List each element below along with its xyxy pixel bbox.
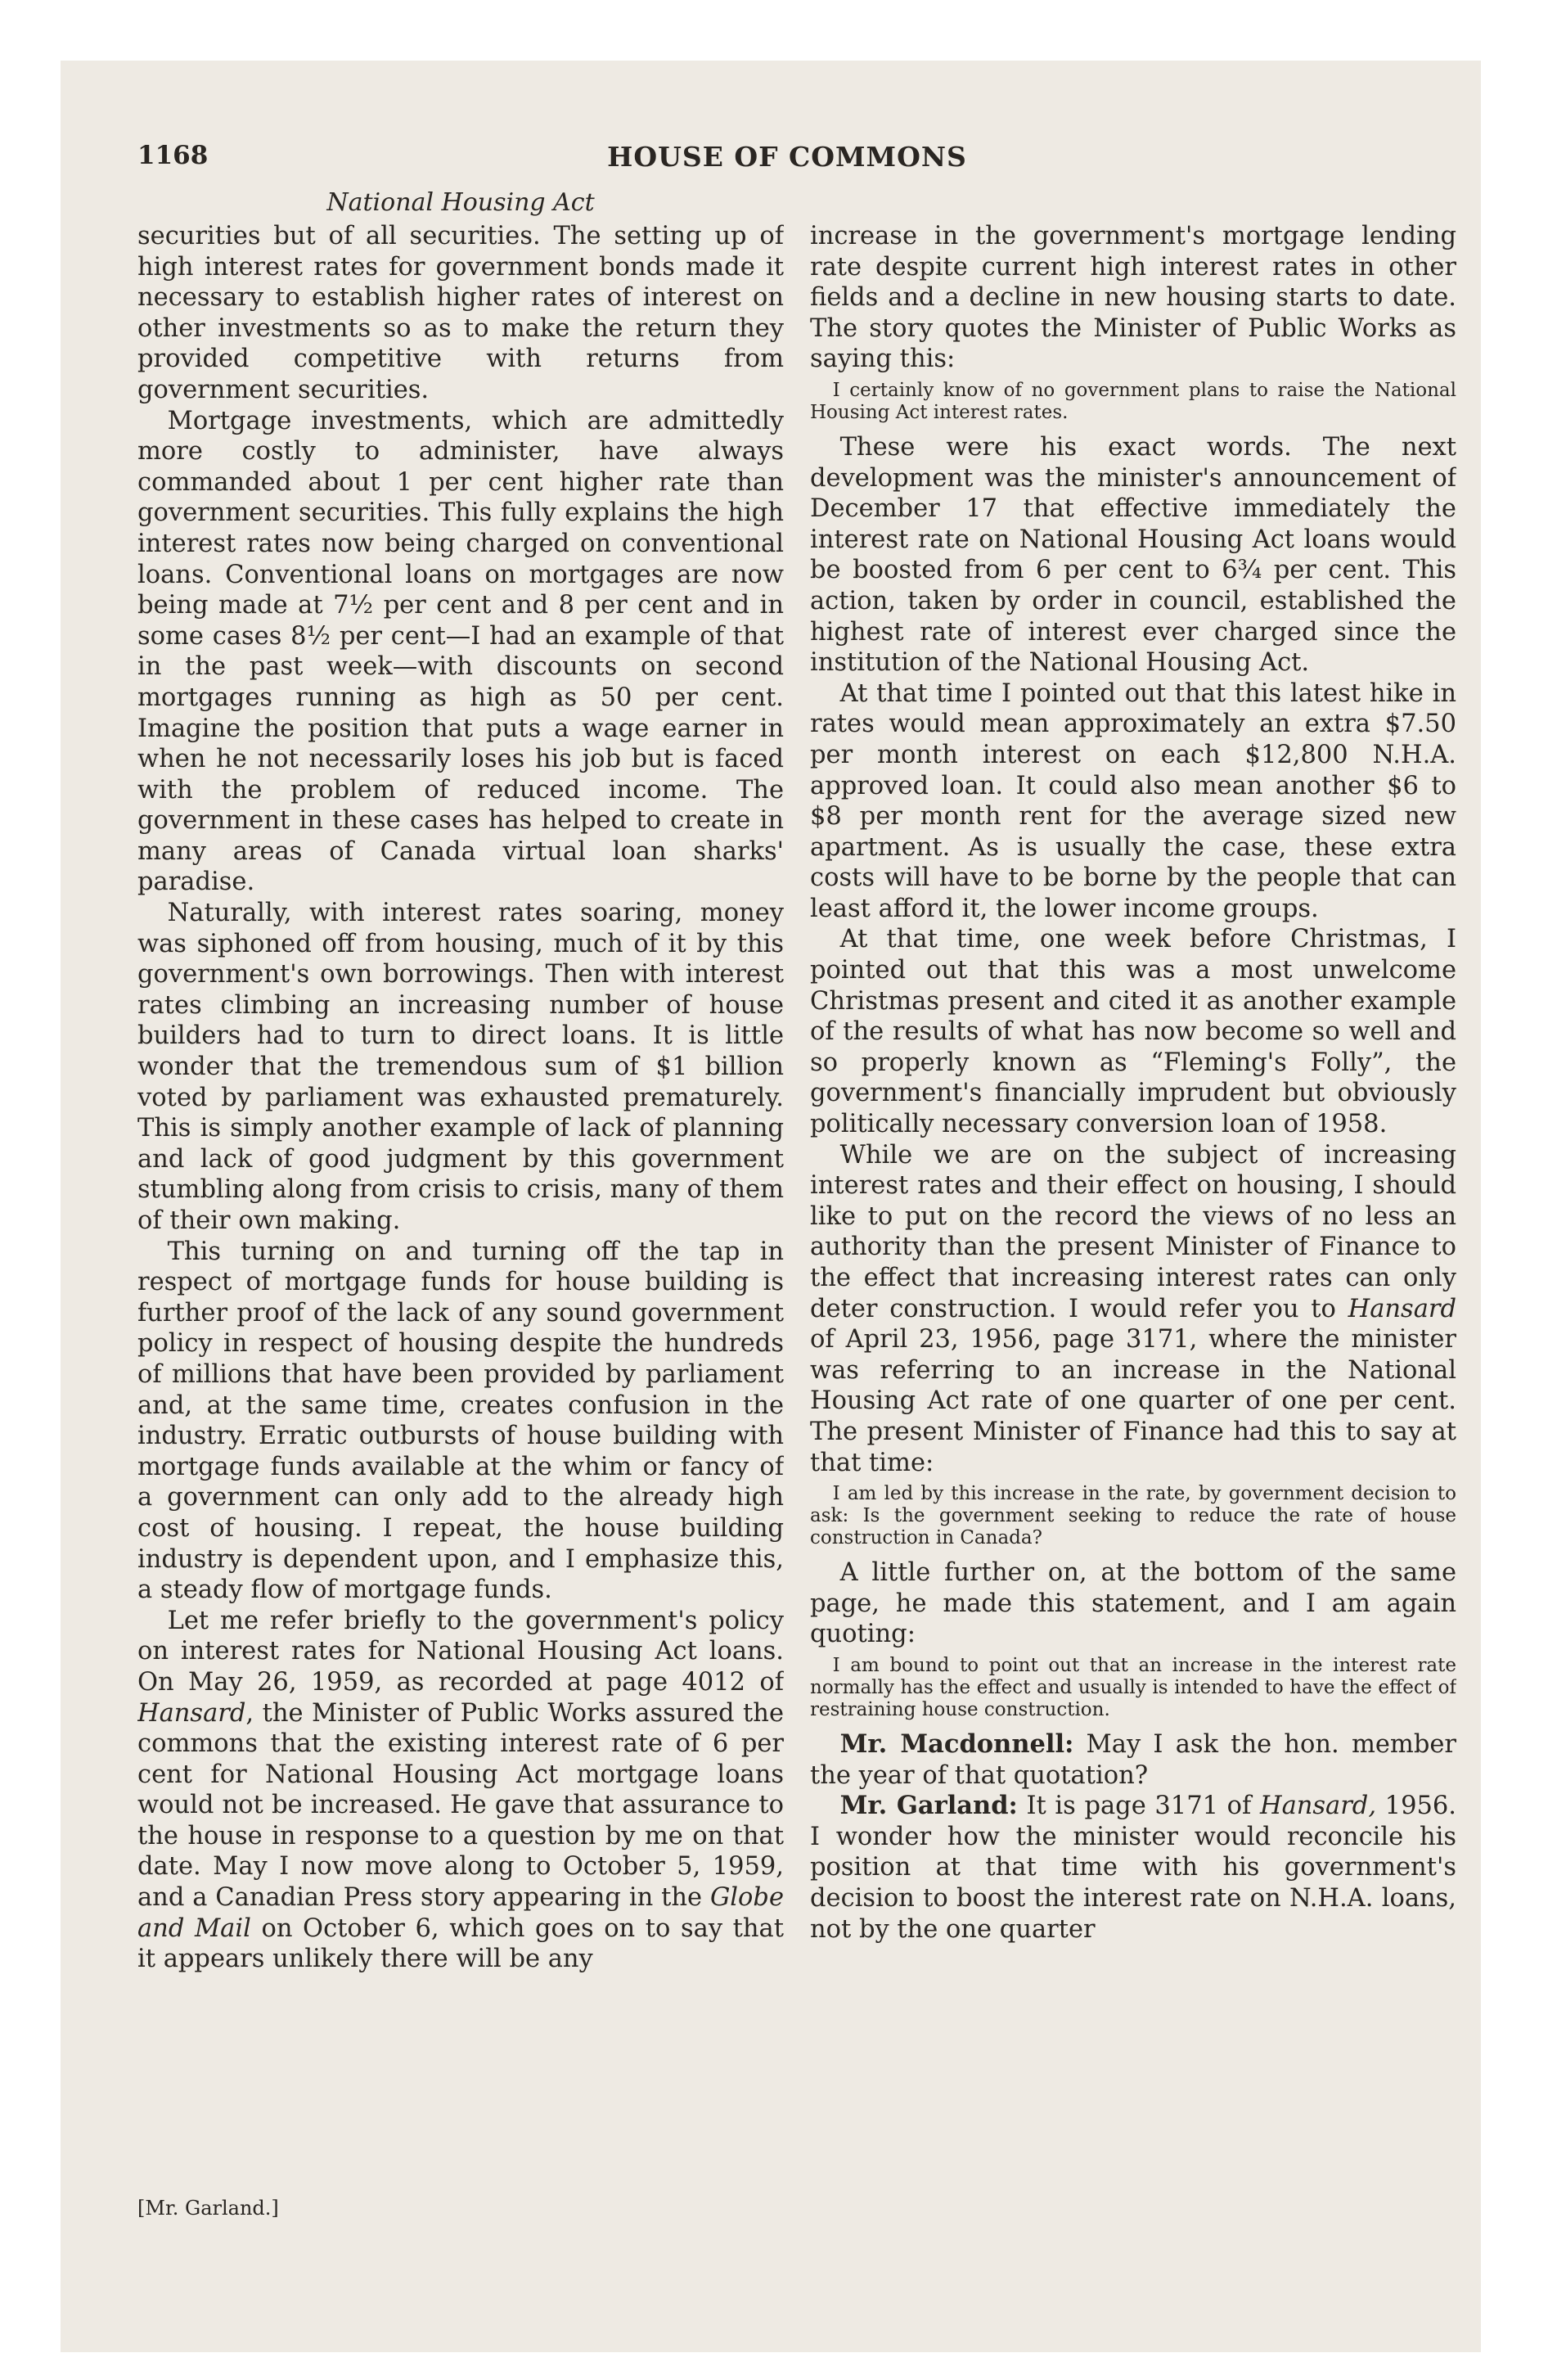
- page-header: [137, 141, 1437, 182]
- hansard-ref: Hansard: [137, 1698, 246, 1728]
- speaker-name: Mr. Macdonnell:: [839, 1729, 1074, 1759]
- speaker-footer: [Mr. Garland.]: [137, 2197, 279, 2220]
- text-run: of April 23, 1956, page 3171, where the minister was referring to an increase in the National Housing Act rate of one quarter of one per cent. The present Minister of Finance had this to say at that time:: [810, 1325, 1456, 1477]
- paragraph: At that time I pointed out that this latest hike in rates would mean approximately an extra $7.50 per month interest on each $12,800 N.H.A. approved loan. It could also mean another $6 to $8 per month rent for the average sized new apartment. As is usually the case, these extra costs will have to be borne by the people that can least afford it, the lower income groups.: [810, 678, 1456, 923]
- speaker-name: Mr. Garland:: [839, 1791, 1018, 1821]
- paragraph: securities but of all securities. The setting up of high interest rates for government bonds made it necessary to establish higher rates of interest on other investments so as to make the return they provided competitive with returns from government securities.: [137, 222, 784, 404]
- right-column: [810, 221, 1456, 2185]
- text-run: While we are on the subject of increasing interest rates and their effect on housing, I should like to put on the record the views of no less an authority than the present Minister of Finance to the effect that increasing interest rates can only deter construction. I would refer you to: [810, 1140, 1456, 1323]
- hansard-ref: Hansard: [1348, 1294, 1456, 1323]
- paragraph: Mortgage investments, which are admittedly more costly to administer, have always commanded about 1 per cent higher rate than government securities. This fully explains the high interest rates now being charged on conventional loans. Conventional loans on mortgages are now being made at 7½ per cent and 8 per cent and in some cases 8½ per cent—I had an example of that in the past week—with discounts on second mortgages running as high as 50 per cent. Imagine the position that puts a wage earner in when he not necessarily loses his job but is faced with the problem of reduced income. The government in these cases has helped to create in many areas of Canada virtual loan sharks' paradise.: [137, 406, 784, 897]
- quotation: I certainly know of no government plans to raise the National Housing Act interest rates.: [810, 379, 1456, 423]
- paragraph: These were his exact words. The next development was the minister's announcement of December 17 that effective immediately the interest rate on National Housing Act loans would be boosted from 6 per cent to 6¾ per cent. This action, taken by order in council, established the highest rate of interest ever charged since the institution of the National Housing Act.: [810, 432, 1456, 678]
- quotation: I am led by this increase in the rate, by government decision to ask: Is the government seeking to reduce the rate of house construction in Canada?: [810, 1483, 1456, 1549]
- hansard-ref: Hansard,: [1259, 1792, 1377, 1821]
- paragraph: increase in the government's mortgage lending rate despite current high interest rates in other fields and a decline in new housing starts to date. The story quotes the Minister of Public Works as saying this:: [810, 222, 1456, 374]
- running-title: HOUSE OF COMMONS: [607, 141, 967, 173]
- page-number: 1168: [137, 141, 209, 170]
- quotation: I am bound to point out that an increase in the interest rate normally has the effect and usually is intended to have the effect of restraining house construction.: [810, 1654, 1456, 1720]
- section-subheading: National Housing Act: [326, 188, 595, 217]
- text-run: , the Minister of Public Works assured the commons that the existing interest rate of 6 per cent for National Housing Act mortgage loans would not be increased. He gave that assurance to the house in response to a question by me on that date. May I now move along to October 5, 1959, and a Canadian Press story appearing in the: [137, 1698, 784, 1913]
- paragraph: [810, 1729, 1456, 1791]
- paragraph: [810, 1140, 1456, 1479]
- text-run: May I ask the hon. member the year of that quotation?: [810, 1729, 1456, 1790]
- paragraph: This turning on and turning off the tap in respect of mortgage funds for house building is further proof of the lack of any sound government policy in respect of housing despite the hundreds of millions that have been provided by parliament and, at the same time, creates confusion in the industry. Erratic outbursts of house building with mortgage funds available at the whim or fancy of a government can only add to the already high cost of housing. I repeat, the house building industry is dependent upon, and I emphasize this, a steady flow of mortgage funds.: [137, 1237, 784, 1605]
- text-run: It is page 3171 of: [1017, 1792, 1260, 1821]
- text-run: Let me refer briefly to the government's policy on interest rates for National Housing Act loans. On May 26, 1959, as recorded at page 4012 of: [137, 1606, 784, 1697]
- paragraph: A little further on, at the bottom of the same page, he made this statement, and I am again quoting:: [810, 1558, 1456, 1649]
- newspaper-name: Globe and Mail: [137, 1883, 784, 1943]
- paragraph: Naturally, with interest rates soaring, money was siphoned off from housing, much of it by this government's own borrowings. Then with interest rates climbing an increasing number of house builders had to turn to direct loans. It is little wonder that the tremendous sum of $1 billion voted by parliament was exhausted prematurely. This is simply another example of lack of planning and lack of good judgment by this government stumbling along from crisis to crisis, many of them of their own making.: [137, 899, 784, 1235]
- paragraph: At that time, one week before Christmas, I pointed out that this was a most unwelcome Christmas present and cited it as another example of the results of what has now become so well and so properly known as “Fleming's Folly”, the government's financially imprudent but obviously politically necessary conversion loan of 1958.: [810, 925, 1456, 1139]
- paragraph: [137, 1606, 784, 1975]
- text-run: on October 6, which goes on to say that it appears unlikely there will be any: [137, 1913, 784, 1974]
- text-run: 1956. I wonder how the minister would reconcile his position at that time with his government's decision to boost the interest rate on N.H.A. loans, not by the one quarter: [810, 1792, 1456, 1944]
- left-column: [137, 221, 784, 2185]
- paragraph: [810, 1791, 1456, 1945]
